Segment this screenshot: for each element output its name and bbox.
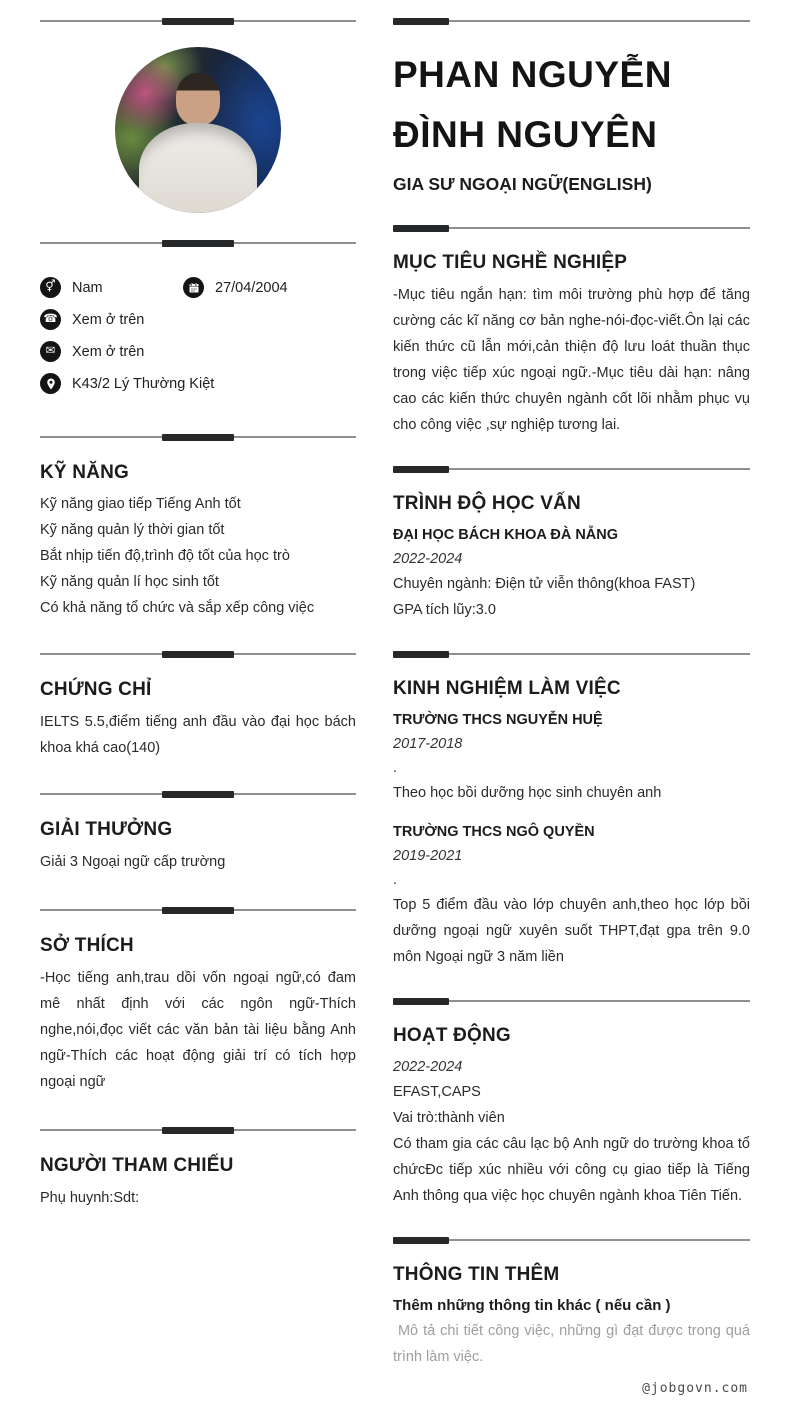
right-column [393, 0, 750, 1370]
experience-title: KINH NGHIỆM LÀM VIỆC [393, 678, 621, 699]
section-divider [40, 18, 356, 25]
skill-item: Bắt nhịp tiến độ,trình độ tốt của học trò [40, 548, 290, 564]
section-skills [40, 462, 356, 621]
section-additional-info [393, 1264, 750, 1370]
section-hobbies [40, 935, 356, 1095]
section-references [40, 1155, 356, 1211]
education-title: TRÌNH ĐỘ HỌC VẤN [393, 493, 581, 514]
activities-org: EFAST,CAPS [393, 1084, 481, 1100]
email-value: Xem ở trên [72, 343, 145, 360]
awards-title: GIẢI THƯỞNG [40, 819, 173, 840]
profile-photo [115, 47, 281, 213]
objective-title: MỤC TIÊU NGHỀ NGHIỆP [393, 252, 628, 273]
section-divider [40, 651, 356, 658]
email-icon: ✉ [40, 341, 61, 362]
section-divider [393, 651, 750, 658]
experience-entry [393, 820, 750, 970]
hobbies-title: SỞ THÍCH [40, 935, 134, 956]
section-divider [40, 791, 356, 798]
section-divider [40, 907, 356, 914]
references-title: NGƯỜI THAM CHIẾU [40, 1155, 234, 1176]
experience-desc: Theo học bồi dưỡng học sinh chuyên anh [393, 785, 662, 801]
job-subtitle: GIA SƯ NGOẠI NGỮ(ENGLISH) [393, 174, 652, 194]
address-field [40, 373, 214, 394]
skill-item: Có khả năng tổ chức và sắp xếp công việc [40, 600, 315, 616]
phone-value: Xem ở trên [72, 311, 145, 328]
section-certificates [40, 679, 356, 761]
experience-org: TRƯỜNG THCS NGÔ QUYỀN [393, 824, 595, 840]
activities-title: HOẠT ĐỘNG [393, 1025, 511, 1046]
gender-value: Nam [72, 279, 103, 296]
experience-dot: . [393, 872, 398, 888]
personal-info [40, 277, 356, 394]
profile-photo-wrap [40, 47, 356, 213]
page-title [393, 45, 750, 165]
hobbies-text: -Học tiếng anh,trau dồi vốn ngoại ngữ,có đam mê nhất định với các ngôn ngữ-Thích nghe,nói,đọc viết các văn bản tài liệu bằng Anh ngữ-Thích các hoạt động giải trí có tích hợp ngoại ngữ [40, 970, 356, 1090]
info-row-phone [40, 309, 356, 330]
birthday-value: 27/04/2004 [215, 279, 288, 296]
section-experience [393, 678, 750, 970]
phone-icon: ☎ [40, 309, 61, 330]
skill-item: Kỹ năng quản lí học sinh tốt [40, 574, 219, 590]
experience-desc: Top 5 điểm đầu vào lớp chuyên anh,theo học lớp bồi dưỡng ngoại ngữ xuyên suốt THPT,đạt gpa trên 9.0 môn Ngoại ngữ 3 năm liền [393, 897, 750, 965]
activities-desc: Có tham gia các câu lạc bộ Anh ngữ do trường khoa tổ chứcĐc tiếp xúc nhiều với công cụ giao tiếp là Tiếng Anh thông qua việc học chuyên ngành khoa Tiên Tiến. [393, 1136, 750, 1204]
section-objective [393, 252, 750, 438]
phone-field [40, 309, 144, 330]
awards-text: Giải 3 Ngoại ngữ cấp trường [40, 854, 226, 870]
experience-period: 2017-2018 [393, 736, 463, 752]
experience-dot: . [393, 760, 398, 776]
watermark: @jobgovn.com [642, 1381, 748, 1396]
references-text: Phụ huynh:Sdt: [40, 1190, 140, 1206]
skills-list [40, 491, 356, 621]
calendar-icon [183, 277, 204, 298]
section-divider [393, 18, 750, 25]
section-divider [40, 1127, 356, 1134]
additional-placeholder: Mô tả chi tiết công việc, những gì đạt được trong quá trình làm việc. [393, 1323, 750, 1365]
name-line1: PHAN NGUYỄN [393, 54, 672, 95]
education-period: 2022-2024 [393, 551, 463, 567]
certificates-title: CHỨNG CHỈ [40, 679, 152, 700]
info-row-email [40, 341, 356, 362]
email-field [40, 341, 144, 362]
address-value: K43/2 Lý Thường Kiệt [72, 375, 215, 392]
activities-period: 2022-2024 [393, 1059, 463, 1075]
birthday-field [183, 277, 288, 298]
experience-period: 2019-2021 [393, 848, 463, 864]
location-pin-icon [40, 373, 61, 394]
education-major: Chuyên ngành: Điện tử viễn thông(khoa FAST) [393, 576, 696, 592]
left-column [40, 0, 356, 1211]
skill-item: Kỹ năng quản lý thời gian tốt [40, 522, 225, 538]
section-divider [40, 434, 356, 441]
info-row-gender-birthday [40, 277, 356, 298]
gender-field [40, 277, 183, 298]
section-education [393, 493, 750, 623]
education-gpa: GPA tích lũy:3.0 [393, 602, 496, 618]
section-divider [40, 240, 356, 247]
info-row-address [40, 373, 356, 394]
objective-text: -Mục tiêu ngắn hạn: tìm môi trường phù hợp để tăng cường các kĩ năng cơ bản nghe-nói-đọc-viết.Ôn lại các kiến thức cũ lẫn mới,cản thiện độ lưu loát thuần thục trong việc tiếp xúc ngoại ngữ.-Mục tiêu dài hạn: nâng cao các kiến thức chuyên ngành cốt lõi nhằm phục vụ cho công việc ,sự nghiệp tương lai. [393, 287, 750, 433]
section-awards [40, 819, 356, 875]
section-divider [393, 998, 750, 1005]
experience-org: TRƯỜNG THCS NGUYỄN HUỆ [393, 712, 603, 728]
name-line2: ĐÌNH NGUYÊN [393, 114, 658, 155]
certificates-text: IELTS 5.5,điểm tiếng anh đầu vào đại học bách khoa khá cao(140) [40, 714, 356, 756]
section-activities [393, 1025, 750, 1209]
activities-role: Vai trò:thành viên [393, 1110, 505, 1126]
section-divider [393, 225, 750, 232]
skills-title: KỸ NĂNG [40, 462, 130, 483]
gender-icon: ⚥ [40, 277, 61, 298]
additional-title: THÔNG TIN THÊM [393, 1264, 560, 1285]
section-divider [393, 1237, 750, 1244]
additional-subtitle: Thêm những thông tin khác ( nếu cần ) [393, 1297, 671, 1314]
experience-entry [393, 708, 750, 806]
education-school: ĐẠI HỌC BÁCH KHOA ĐÀ NẴNG [393, 527, 619, 543]
skill-item: Kỹ năng giao tiếp Tiếng Anh tốt [40, 496, 241, 512]
section-divider [393, 466, 750, 473]
